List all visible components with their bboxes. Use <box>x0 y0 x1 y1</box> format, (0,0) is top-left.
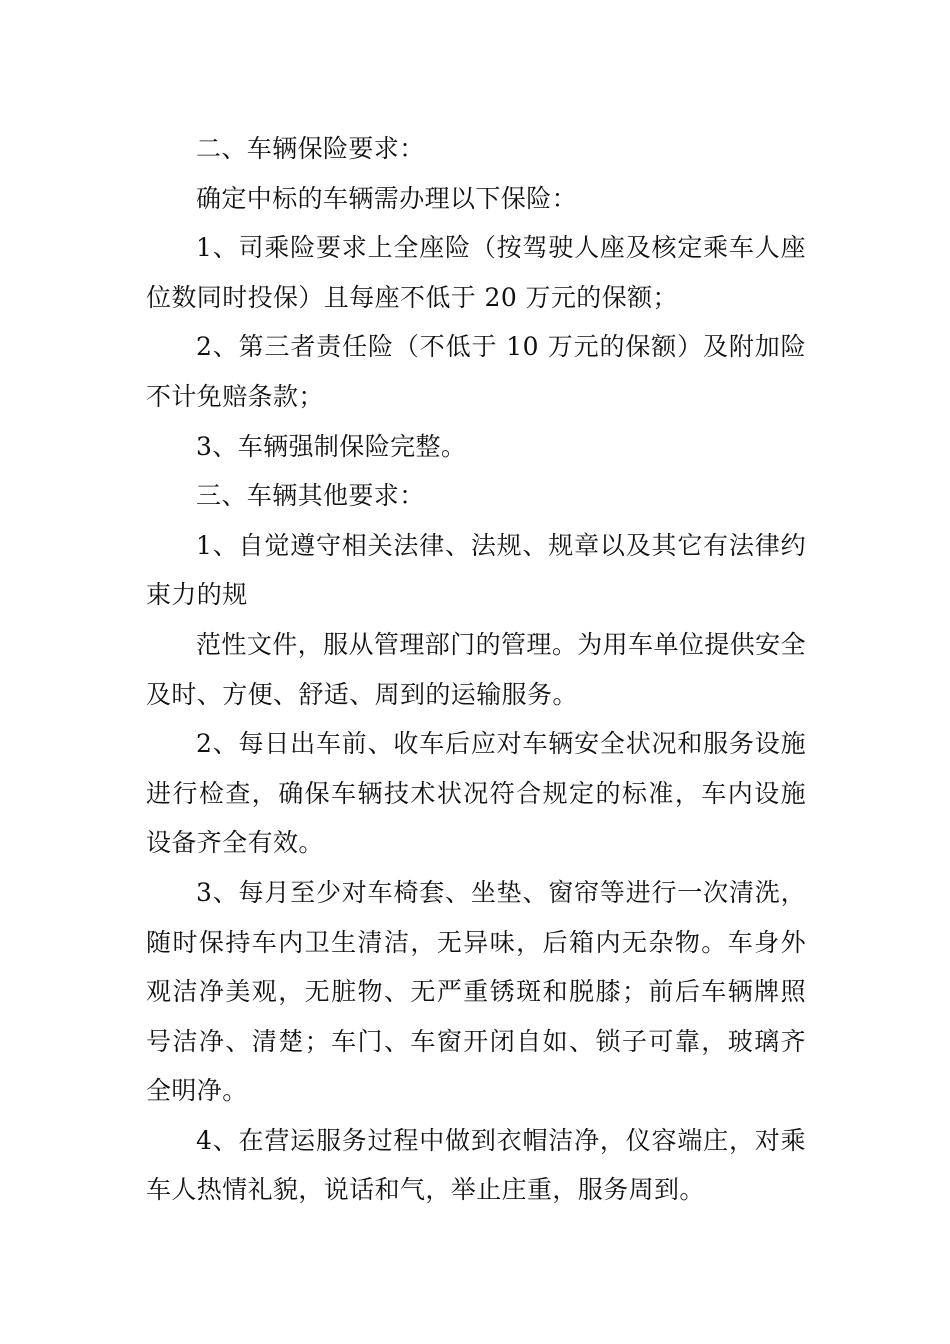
paragraph-other-item-4: 4、在营运服务过程中做到衣帽洁净，仪容端庄，对乘车人热情礼貌，说话和气，举止庄重，服务周到。 <box>146 1125 806 1205</box>
paragraph-insurance-item-3: 3、车辆强制保险完整。 <box>196 431 467 461</box>
document-page <box>146 124 806 1215</box>
paragraph-other-item-3: 3、每月至少对车椅套、坐垫、窗帘等进行一次清洗，随时保持车内卫生清洁，无异味，后箱内无杂物。车身外观洁净美观，无脏物、无严重锈斑和脱膝；前后车辆牌照号洁净、清楚；车门、车窗开闭自如、锁子可靠，玻璃齐全明净。 <box>146 877 806 1106</box>
section-heading-other: 三、车辆其他要求： <box>196 481 425 511</box>
paragraph-other-item-1-cont: 范性文件，服从管理部门的管理。为用车单位提供安全及时、方便、舒适、周到的运输服务。 <box>146 629 806 709</box>
paragraph-insurance-intro: 确定中标的车辆需办理以下保险： <box>196 183 578 213</box>
paragraph-insurance-item-2: 2、第三者责任险（不低于 10 万元的保额）及附加险不计免赔条款； <box>146 332 806 411</box>
paragraph-other-item-1: 1、自觉遵守相关法律、法规、规章以及其它有法律约束力的规 <box>146 530 806 610</box>
paragraph-insurance-item-1: 1、司乘险要求上全座险（按驾驶人座及核定乘车人座位数同时投保）且每座不低于 20 万元的保额； <box>146 233 806 312</box>
paragraph-other-item-2: 2、每日出车前、收车后应对车辆安全状况和服务设施进行检查，确保车辆技术状况符合规定的标准，车内设施设备齐全有效。 <box>146 729 806 858</box>
section-heading-insurance: 二、车辆保险要求： <box>196 134 425 163</box>
